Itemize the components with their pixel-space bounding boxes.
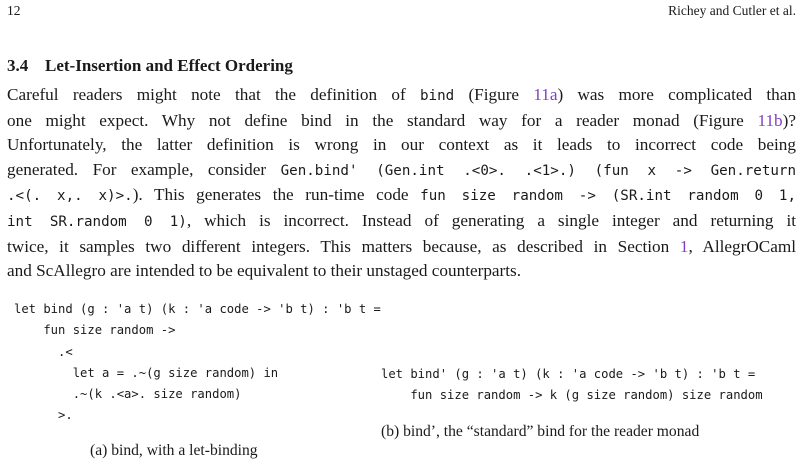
text-run: ) was more complicated than [557, 85, 796, 104]
section-heading [7, 56, 293, 76]
inline-code: fun size random -> (SR.int random 0 1, [420, 188, 796, 205]
text-run: generated. For example, consider [7, 159, 281, 179]
code-line: .~(k .<a>. size random) [14, 387, 242, 402]
inline-code: Gen.bind' (Gen.int .<0>. .<1>.) (fun x -> Gen.return [280, 162, 796, 179]
section-title: Let-Insertion and Effect Ordering [45, 56, 293, 75]
inline-code: int SR.random 0 1) [7, 213, 187, 230]
paragraph-line: Unfortunately, the latter definition is wrong in our context as it leads to incorrect code being [7, 135, 796, 155]
code-line: .< [14, 344, 73, 359]
code-line: let bind' (g : 'a t) (k : 'a code -> 'b t) : 'b t = [381, 367, 756, 381]
figure-a-code [14, 299, 381, 427]
figure-b-code [381, 364, 763, 407]
text-run: twice, it samples two different integers. This matters because, as described in Section [7, 236, 680, 256]
paragraph-line: and ScAllegro are intended to be equivalent to their unstaged counterparts. [7, 261, 522, 281]
section-number: 3.4 [7, 56, 29, 75]
text-run: one might expect. Why not define bind in the standard way for a reader monad (Figure [7, 110, 758, 130]
running-header [7, 3, 796, 21]
paragraph-line [7, 209, 796, 235]
running-authors: Richey and Cutler et al. [668, 3, 796, 18]
code-line: >. [14, 408, 73, 423]
figure-reference-link[interactable]: 11a [533, 85, 558, 104]
figure-a-caption: (a) bind, with a let-binding [90, 442, 258, 459]
inline-code: bind [420, 88, 455, 104]
figure-b-caption: (b) bind’, the “standard” bind for the reader monad [381, 423, 700, 440]
code-line: let bind (g : 'a t) (k : 'a code -> 'b t) : 'b t = [14, 302, 381, 316]
paragraph-line [7, 235, 796, 260]
text-run: , which is incorrect. Instead of generating a single integer and returning it [186, 210, 796, 230]
text-run: ). This generates the run-time code [132, 185, 421, 205]
paragraph-line [7, 109, 796, 134]
code-line: let a = .~(g size random) in [14, 365, 279, 380]
text-run: Careful readers might note that the definition of [7, 85, 420, 104]
paragraph-line [7, 158, 796, 184]
section-reference-link[interactable]: 1 [679, 236, 689, 256]
text-run: )? [782, 110, 796, 130]
page-number: 12 [7, 3, 21, 18]
inline-code: .<(. x,. x)>. [7, 188, 133, 205]
code-line: fun size random -> k (g size random) size random [381, 388, 763, 403]
code-line: fun size random -> [14, 323, 176, 338]
paragraph-line [7, 83, 796, 109]
text-run: (Figure [454, 85, 534, 104]
text-run: , AllegrOCaml [688, 236, 796, 256]
body-paragraph [7, 83, 796, 284]
figure-reference-link[interactable]: 11b [757, 110, 783, 130]
paragraph-line [7, 183, 796, 209]
